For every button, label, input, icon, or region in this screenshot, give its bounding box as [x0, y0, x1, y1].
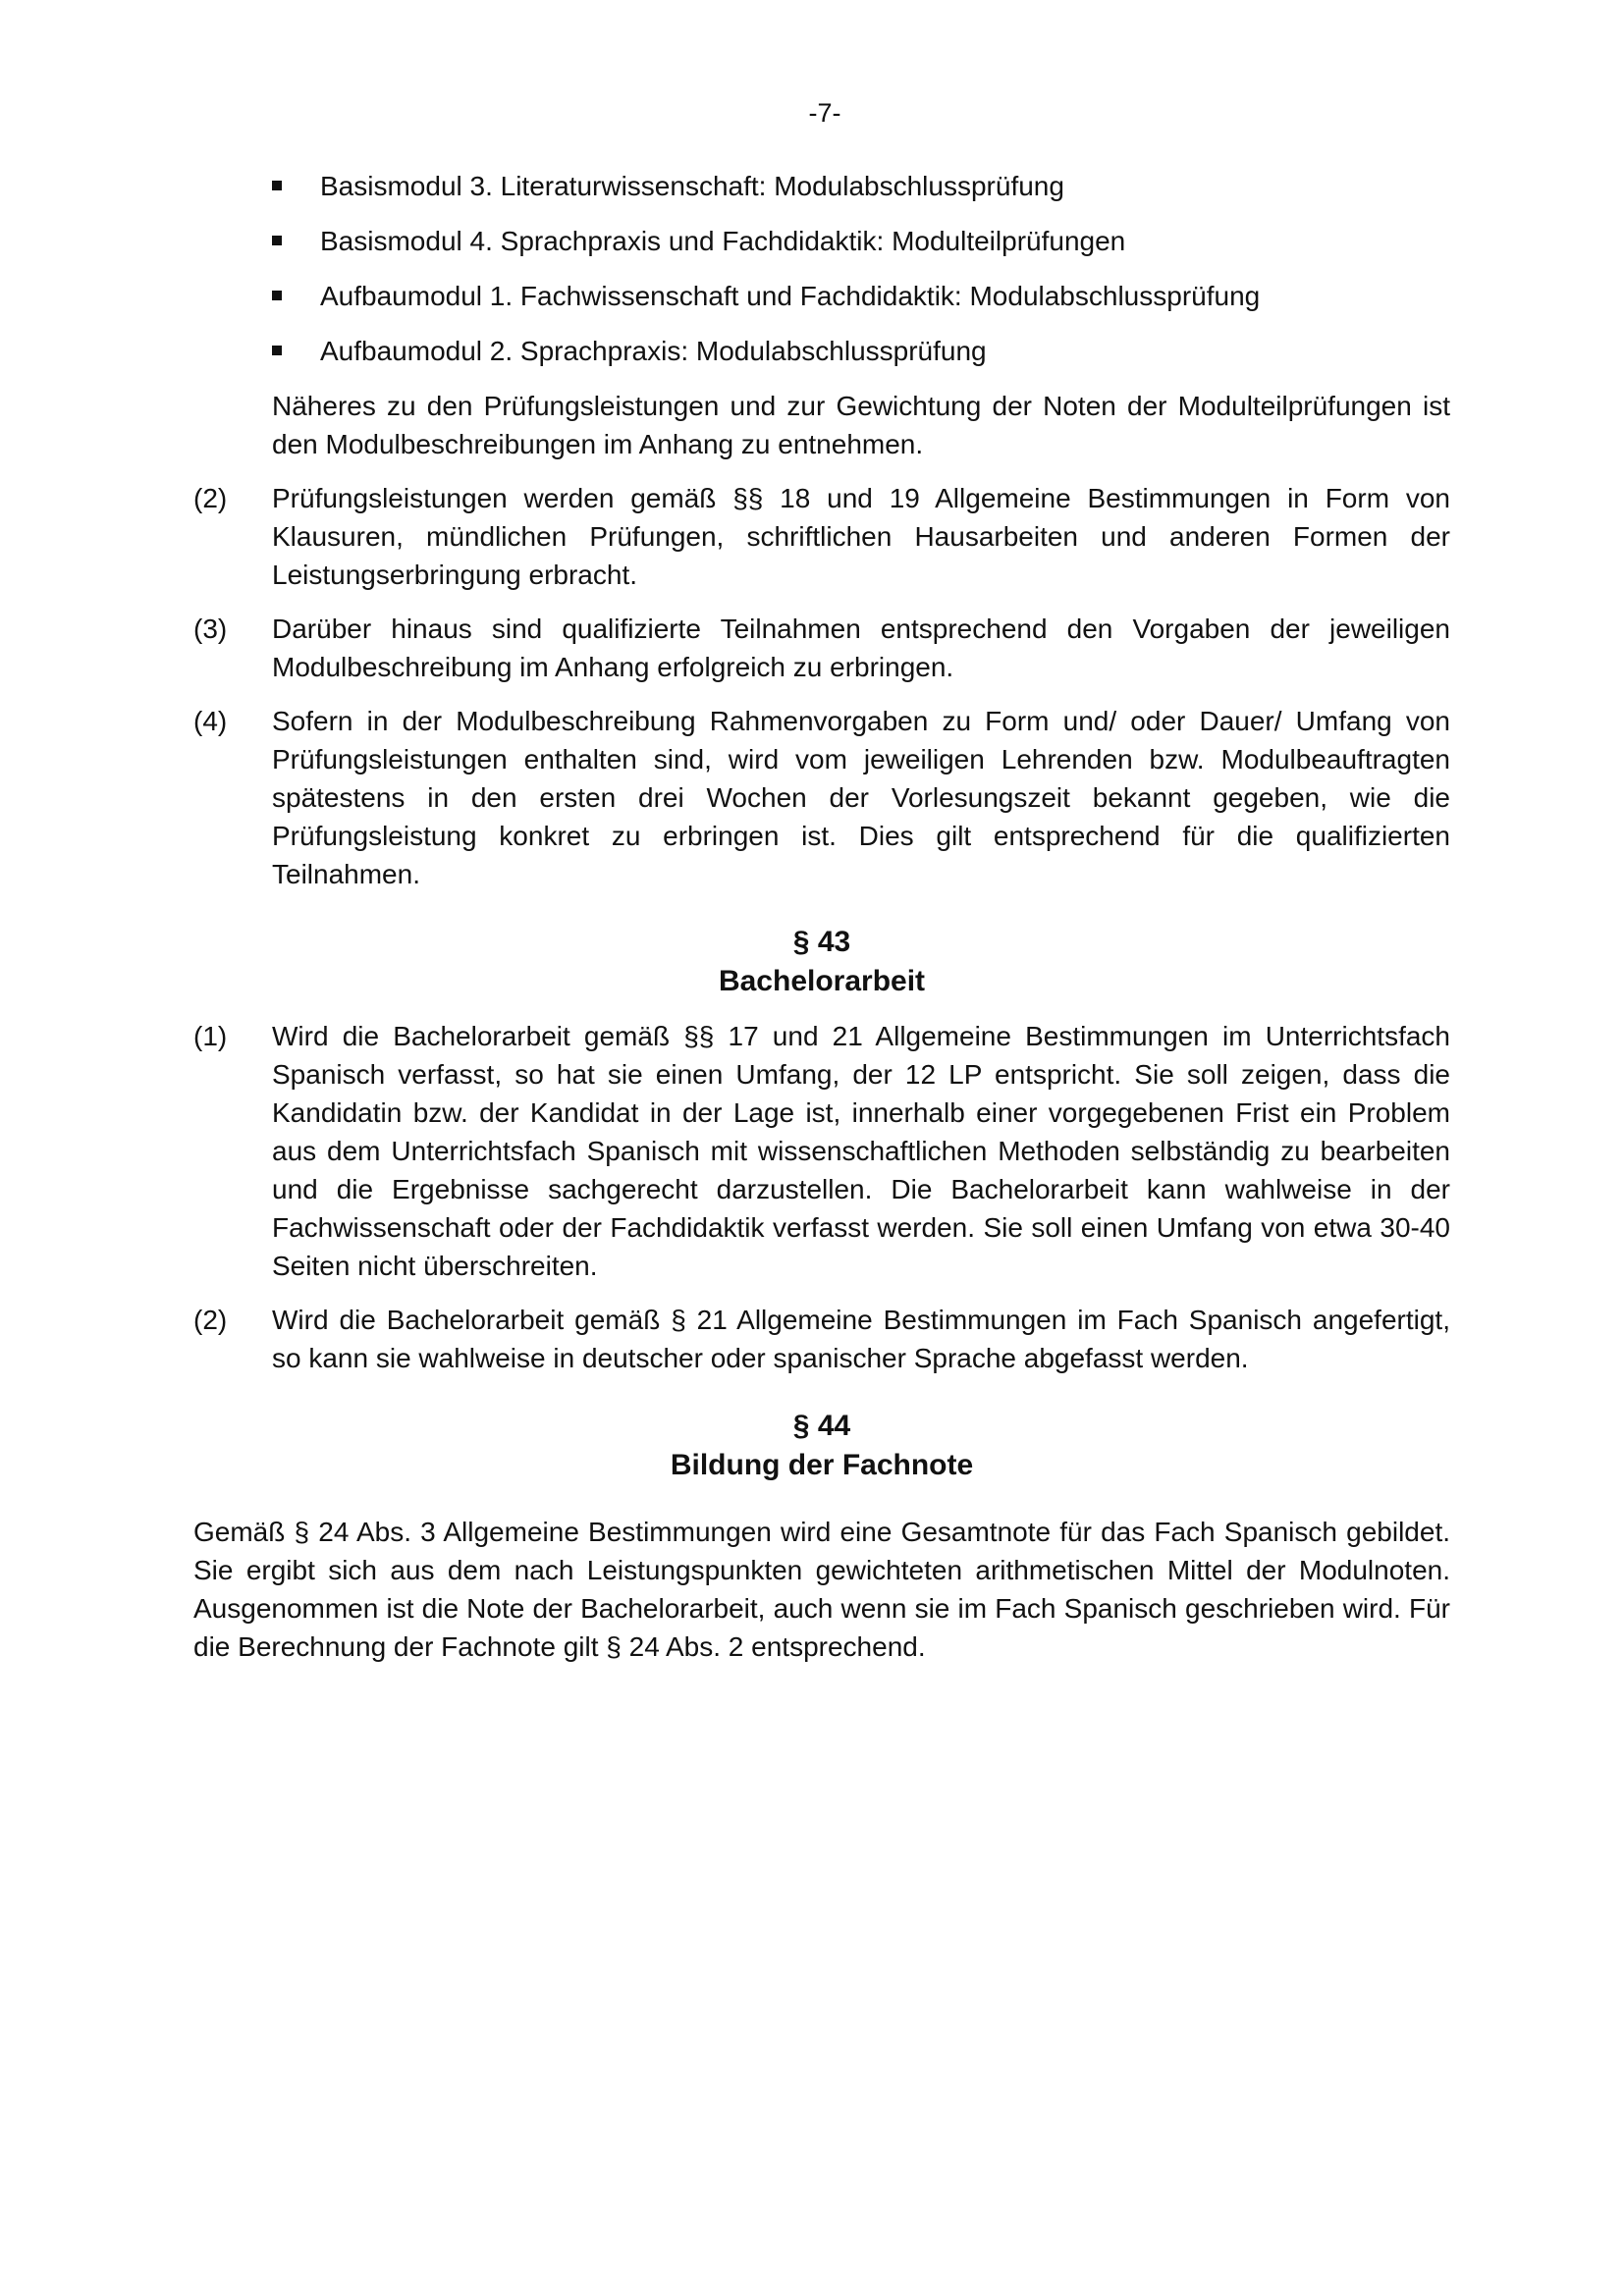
paragraph-item	[193, 702, 1450, 893]
section-title: Bildung der Fachnote	[670, 1449, 974, 1481]
paragraph-item	[193, 1017, 1450, 1285]
section-number: § 43	[792, 926, 851, 958]
paragraph-number: (3)	[193, 614, 228, 644]
square-bullet-icon	[272, 181, 282, 190]
list-item	[272, 222, 1450, 260]
list-item-text: Basismodul 3. Literaturwissenschaft: Modulabschlussprüfung	[320, 171, 1064, 201]
paragraph-number: (2)	[193, 1305, 228, 1335]
document-body	[193, 167, 1450, 1693]
paragraph-text: Wird die Bachelorarbeit gemäß §§ 17 und 21 Allgemeine Bestimmungen im Unterrichtsfach Spanisch verfasst, so hat sie einen Umfang, der 12 LP entspricht. Sie soll zeigen, dass die Kandidatin bzw. der Kandidat in der Lage ist, innerhalb einer vorgegebenen Frist ein Problem aus dem Unterrichtsfach Spanisch mit wissenschaftlichen Methoden selbständig zu bearbeiten und die Ergebnisse sachgerecht darzustellen. Die Bachelorarbeit kann wahlweise in der Fachwissenschaft oder der Fachdidaktik verfasst werden. Sie soll einen Umfang von etwa 30-40 Seiten nicht überschreiten.	[272, 1021, 1450, 1281]
paragraph-text: Wird die Bachelorarbeit gemäß § 21 Allgemeine Bestimmungen im Fach Spanisch angefertigt, so kann sie wahlweise in deutscher oder spanischer Sprache abgefasst werden.	[272, 1305, 1450, 1373]
paragraph-number: (4)	[193, 706, 228, 736]
paragraph-item	[193, 479, 1450, 594]
list-item	[272, 332, 1450, 370]
square-bullet-icon	[272, 291, 282, 300]
paragraph-number: (2)	[193, 483, 228, 513]
section-title: Bachelorarbeit	[718, 965, 926, 997]
paragraph-text: Prüfungsleistungen werden gemäß §§ 18 und 19 Allgemeine Bestimmungen in Form von Klausuren, mündlichen Prüfungen, schriftlichen Hausarbeiten und anderen Formen der Leistungserbringung erbracht.	[272, 483, 1450, 590]
section-heading	[193, 1407, 1450, 1485]
list-item-text: Aufbaumodul 1. Fachwissenschaft und Fachdidaktik: Modulabschlussprüfung	[320, 281, 1261, 311]
list-item-text: Basismodul 4. Sprachpraxis und Fachdidaktik: Modulteilprüfungen	[320, 226, 1126, 256]
section-heading	[193, 923, 1450, 1001]
paragraph-text: Darüber hinaus sind qualifizierte Teilnahmen entsprechend den Vorgaben der jeweiligen Modulbeschreibung im Anhang erfolgreich zu erbringen.	[272, 614, 1450, 682]
exam-module-list	[272, 167, 1450, 370]
list-item	[272, 277, 1450, 315]
paragraph-number: (1)	[193, 1021, 228, 1051]
paragraph-item	[193, 1301, 1450, 1377]
square-bullet-icon	[272, 346, 282, 355]
list-item	[272, 167, 1450, 205]
page-number: -7-	[808, 98, 841, 128]
section-paragraph: Gemäß § 24 Abs. 3 Allgemeine Bestimmungen wird eine Gesamtnote für das Fach Spanisch gebildet. Sie ergibt sich aus dem nach Leistungspunkten gewichteten arithmetischen Mittel der Modulnoten. Ausgenommen ist die Note der Bachelorarbeit, auch wenn sie im Fach Spanisch geschrieben wird. Für die Berechnung der Fachnote gilt § 24 Abs. 2 entsprechend.	[193, 1517, 1450, 1662]
paragraph-item	[193, 610, 1450, 686]
bullets-note: Näheres zu den Prüfungsleistungen und zur Gewichtung der Noten der Modulteilprüfungen ist den Modulbeschreibungen im Anhang zu entnehmen.	[272, 391, 1450, 459]
paragraph-text: Sofern in der Modulbeschreibung Rahmenvorgaben zu Form und/ oder Dauer/ Umfang von Prüfungsleistungen enthalten sind, wird vom jeweiligen Lehrenden bzw. Modulbeauftragten spätestens in den ersten drei Wochen der Vorlesungszeit bekannt gegeben, wie die Prüfungsleistung konkret zu erbringen ist. Dies gilt entsprechend für die qualifizierten Teilnahmen.	[272, 706, 1450, 889]
list-item-text: Aufbaumodul 2. Sprachpraxis: Modulabschlussprüfung	[320, 336, 987, 366]
square-bullet-icon	[272, 236, 282, 245]
section-number: § 44	[792, 1410, 851, 1442]
